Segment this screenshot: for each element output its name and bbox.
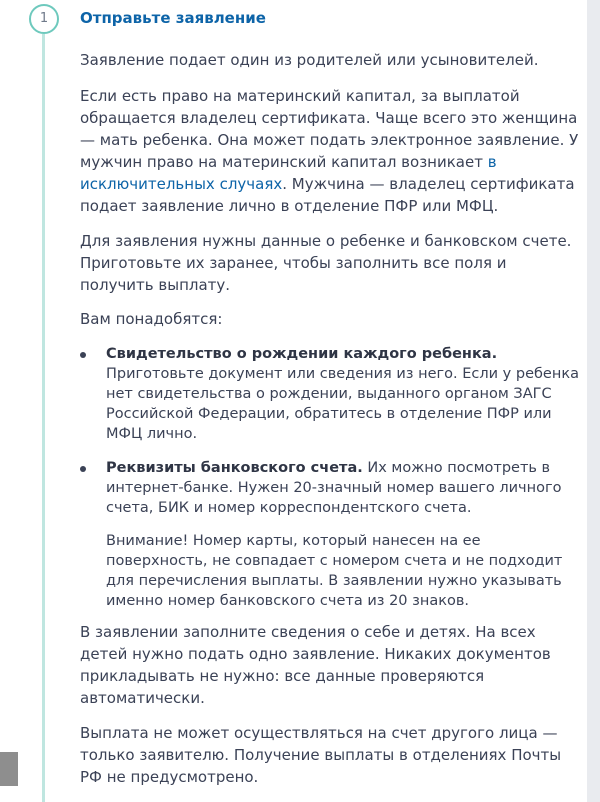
list-item-text: Приготовьте документ или сведения из него. Если у ребенка нет свидетельства о рождении, выданного органом ЗАГС Российской Федерации, обратитесь в отделение ПФР или МФЦ лично.	[106, 366, 579, 442]
exceptional-cases-link[interactable]: в исключительных случаях	[80, 153, 497, 193]
list-item	[80, 344, 580, 444]
bullet-icon	[80, 466, 86, 472]
list-item-text: Их можно посмотреть в интернет-банке. Нужен 20-значный номер вашего личного счета, БИК и номер корреспондентского счета.	[106, 460, 562, 516]
paragraph-fill-in: В заявлении заполните сведения о себе и детях. На всех детей нужно подать одно заявление. Никаких документов прикладывать не нужно: все данные проверяются автоматически.	[80, 623, 551, 707]
step-title: Отправьте заявление	[80, 9, 266, 27]
paragraph-payment: Выплата не может осуществляться на счет другого лица — только заявителю. Получение выплаты в отделениях Почты РФ не предусмотрено.	[80, 724, 562, 786]
list-item-title: Реквизиты банковского счета.	[106, 460, 363, 476]
side-scroll-handle[interactable]	[0, 752, 18, 786]
page-edge	[587, 0, 600, 802]
required-documents-list	[80, 344, 580, 611]
paragraph-data-needed: Для заявления нужны данные о ребенке и банковском счете. Приготовьте их заранее, чтобы заполнить все поля и получить выплату.	[80, 232, 572, 294]
paragraph-who-applies: Заявление подает один из родителей или усыновителей.	[80, 51, 539, 69]
bullet-icon	[80, 352, 86, 358]
bank-account-warning: Внимание! Номер карты, который нанесен на ее поверхность, не совпадает с номером счета и не подходит для перечисления выплаты. В заявлении нужно указывать именно номер банковского счета из 20 знаков.	[106, 533, 563, 609]
list-item-title: Свидетельство о рождении каждого ребенка.	[106, 346, 498, 362]
step-number-badge: 1	[29, 4, 59, 34]
paragraph-maternity-capital	[80, 85, 580, 217]
paragraph-you-need: Вам понадобятся:	[80, 310, 223, 328]
paragraph-capital-text-end: . Мужчина — владелец сертификата подает заявление лично в отделение ПФР или МФЦ.	[80, 175, 575, 215]
paragraph-capital-text-start: Если есть право на материнский капитал, за выплатой обращается владелец сертификата. Чаще всего это женщина — мать ребенка. Она может подать электронное заявление. У мужчин право на материнский капитал возникает	[80, 87, 579, 171]
step-content	[80, 7, 580, 800]
timeline-line	[42, 34, 45, 802]
list-item	[80, 458, 580, 611]
